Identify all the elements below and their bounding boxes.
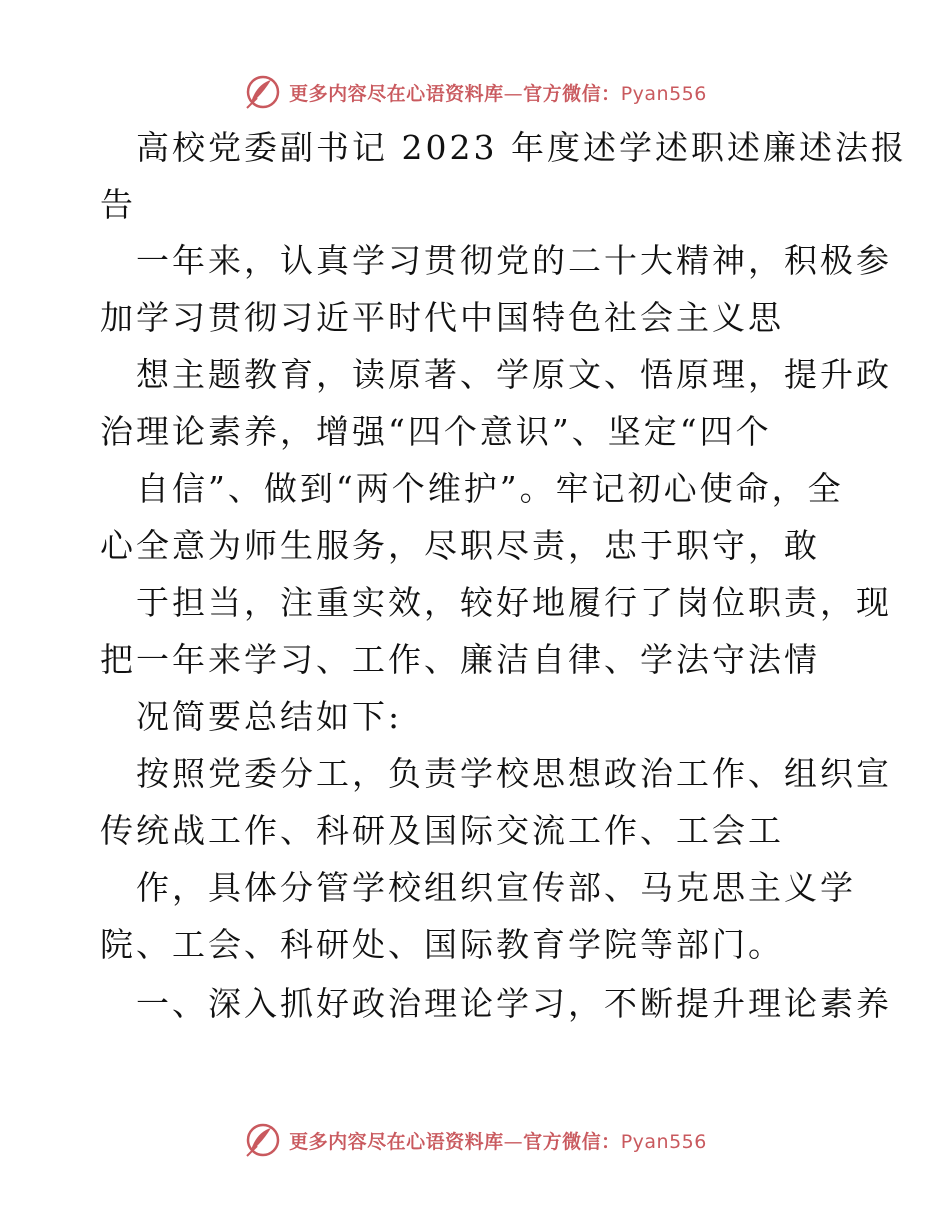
pen-logo-icon: [243, 1120, 283, 1160]
watermark-text: [289, 1127, 707, 1154]
watermark-account: 官方微信：: [523, 82, 621, 105]
doc-line: 心全意为师生服务，尽职尽责，忠于职守，敢: [100, 526, 820, 565]
watermark-id: Pyan556: [620, 1130, 707, 1153]
header-watermark: [0, 70, 950, 114]
doc-title-line-1: 高校党委副书记 2023 年度述学述职述廉述法报: [136, 128, 907, 167]
doc-line: 作，具体分管学校组织宣传部、马克思主义学: [136, 868, 856, 907]
doc-line: 传统战工作、科研及国际交流工作、工会工: [100, 811, 784, 850]
doc-line: 想主题教育，读原著、学原文、悟原理，提升政: [136, 355, 892, 394]
doc-line: 院、工会、科研处、国际教育学院等部门。: [100, 925, 784, 964]
watermark-text: [289, 79, 707, 106]
watermark-main: 更多内容尽在心语资料库: [289, 82, 504, 105]
footer-watermark: [0, 1118, 950, 1162]
watermark-dash: —: [503, 82, 524, 105]
doc-line: 把一年来学习、工作、廉洁自律、学法守法情: [100, 640, 820, 679]
watermark-account: 官方微信：: [523, 1130, 621, 1153]
watermark-main: 更多内容尽在心语资料库: [289, 1130, 504, 1153]
watermark-id: Pyan556: [620, 82, 707, 105]
pen-logo-icon: [243, 72, 283, 112]
doc-line: 于担当，注重实效，较好地履行了岗位职责，现: [136, 583, 892, 622]
doc-line: 一年来，认真学习贯彻党的二十大精神，积极参: [136, 241, 892, 280]
watermark-dash: —: [503, 1130, 524, 1153]
doc-line: 治理论素养，增强“四个意识”、坚定“四个: [100, 412, 772, 451]
doc-title-line-2: 告: [100, 185, 136, 224]
doc-line: 自信”、做到“两个维护”。牢记初心使命，全: [136, 469, 844, 508]
doc-line: 加学习贯彻习近平时代中国特色社会主义思: [100, 298, 784, 337]
doc-line: 按照党委分工，负责学校思想政治工作、组织宣: [136, 754, 892, 793]
section-heading: 一、深入抓好政治理论学习，不断提升理论素养: [136, 984, 892, 1023]
doc-line: 况简要总结如下:: [136, 697, 403, 736]
